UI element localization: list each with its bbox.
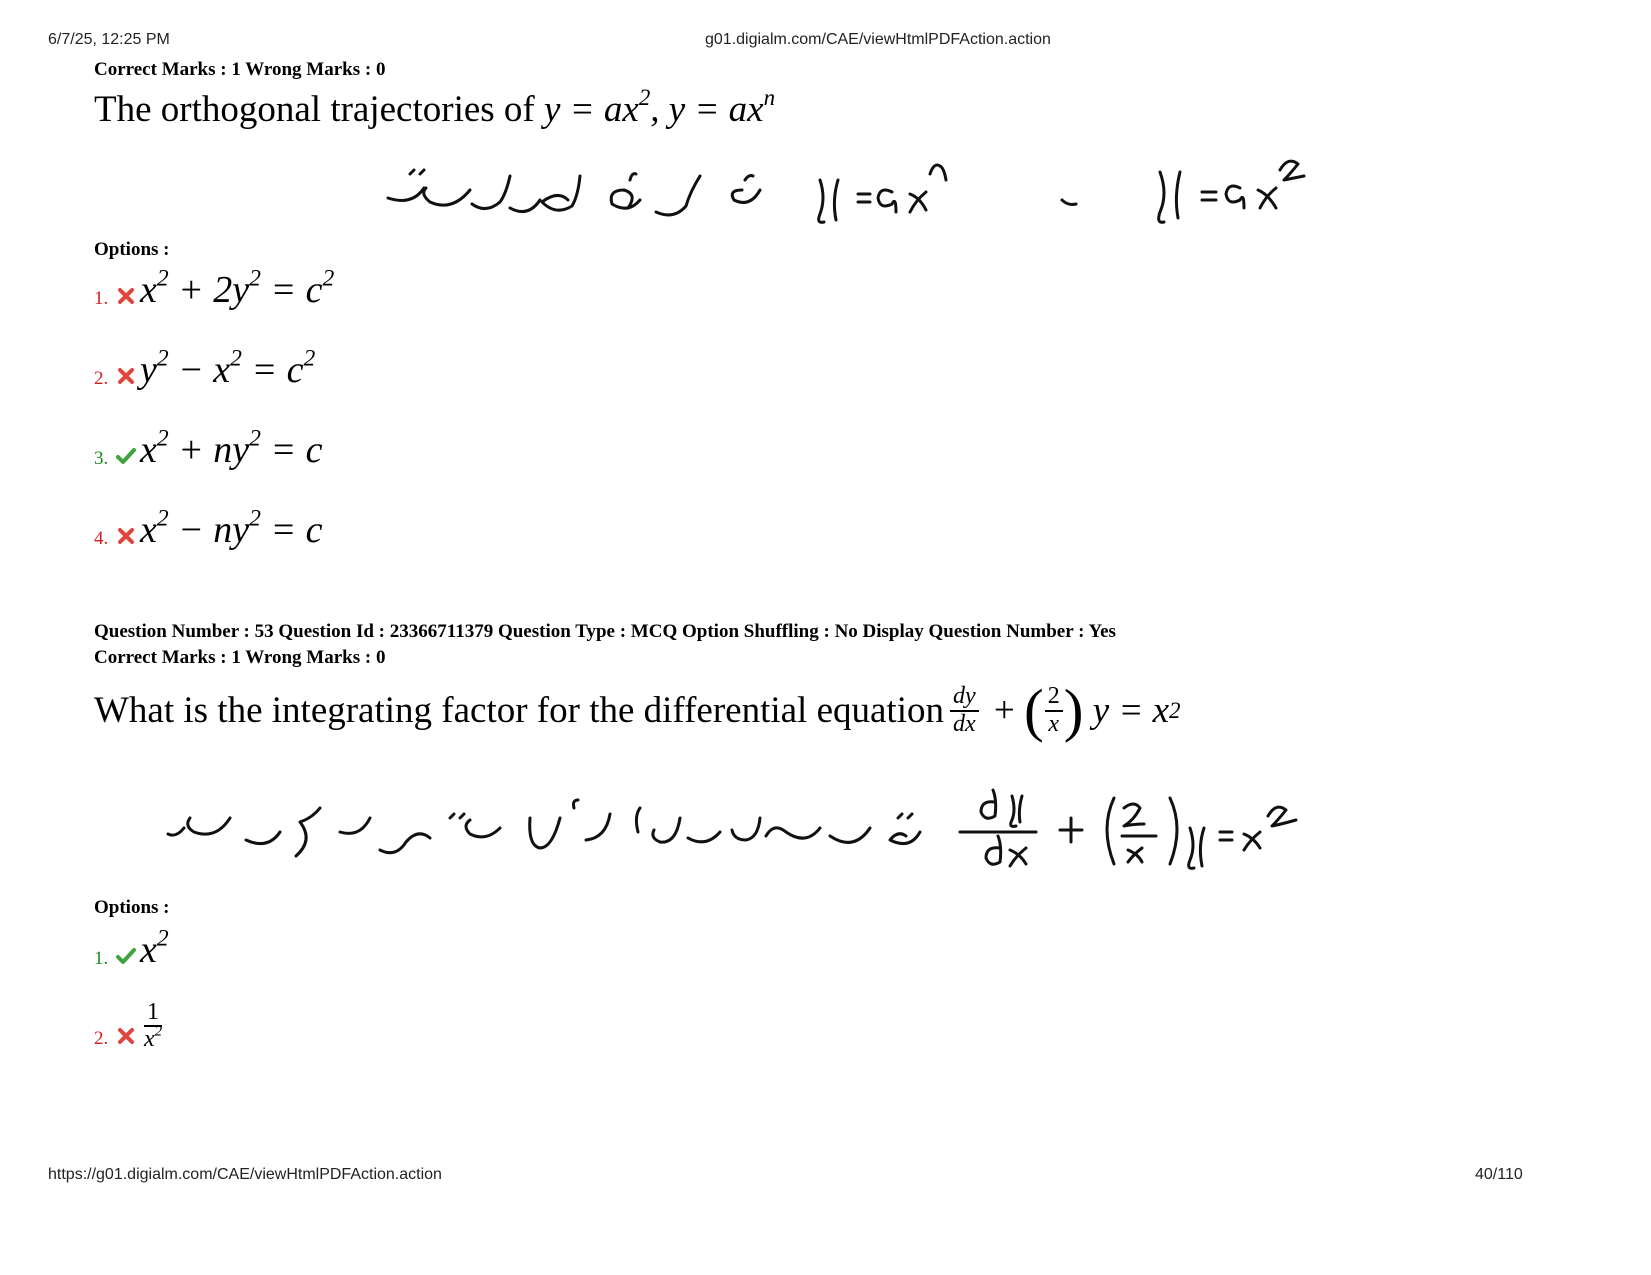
- q52-option-3-a: x: [140, 429, 157, 471]
- q52-option-3-b: + ny: [168, 429, 250, 471]
- q52-eq1-exp: 2: [638, 84, 651, 110]
- q53-option-1-base: x: [140, 929, 157, 971]
- check-icon: [114, 944, 138, 968]
- q53-prefix: What is the integrating factor for the differential equation: [94, 690, 944, 731]
- q52-eq2: y = ax: [668, 89, 764, 130]
- q52-option-1-c: = c: [260, 269, 323, 311]
- q53-dy: dy: [950, 684, 979, 711]
- q52-eq1: y = ax: [544, 89, 639, 130]
- q53-two-over-x: [1045, 684, 1063, 736]
- cross-icon: [114, 524, 138, 548]
- q52-option-2-a: y: [140, 349, 157, 391]
- q52-option-4-number: 4.: [94, 528, 109, 549]
- q53-info: Question Number : 53 Question Id : 23366711379 Question Type : MCQ Option Shuffling : No Display Question Number : Yes: [94, 621, 1116, 642]
- q53-left-paren: (: [1024, 677, 1044, 743]
- q52-option-3-expression: [140, 425, 323, 472]
- footer-url: https://g01.digialm.com/CAE/viewHtmlPDFAction.action: [48, 1166, 442, 1183]
- cross-icon: [114, 364, 138, 388]
- cross-icon: [114, 1024, 138, 1048]
- print-url: g01.digialm.com/CAE/viewHtmlPDFAction.action: [705, 31, 1051, 48]
- q53-plus: +: [984, 690, 1025, 731]
- q53-dx: dx: [953, 710, 976, 737]
- q52-option-3-number: 3.: [94, 448, 109, 469]
- q52-option-4[interactable]: [94, 505, 323, 552]
- q52-option-3-a-exp: 2: [156, 425, 169, 452]
- q53-option-1-number: 1.: [94, 948, 109, 969]
- q52-options-label: Options :: [94, 239, 170, 260]
- q52-option-4-c: = c: [260, 509, 323, 551]
- q52-option-1[interactable]: [94, 265, 335, 312]
- q52-option-2[interactable]: [94, 345, 316, 392]
- q53-right-paren: ): [1063, 677, 1084, 743]
- q53-two: 2: [1045, 684, 1063, 711]
- q52-option-3[interactable]: [94, 425, 323, 472]
- q53-option-1-exp: 2: [156, 925, 169, 952]
- q52-option-1-c-exp: 2: [322, 265, 335, 292]
- q53-marks: Correct Marks : 1 Wrong Marks : 0: [94, 647, 386, 668]
- q52-option-1-expression: [140, 265, 335, 312]
- q52-option-1-number: 1.: [94, 288, 109, 309]
- q53-question-text: What is the integrating factor for the differential equation $\frac{dy}{dx}$ + ( $\frac{2}{x}$ ) y = x 2: [94, 677, 1181, 743]
- q52-option-2-c-exp: 2: [303, 345, 316, 372]
- q53-rhs: y = x: [1083, 690, 1170, 731]
- q52-prefix: The orthogonal trajectories of: [94, 89, 544, 130]
- q52-option-1-b: + 2y: [168, 269, 250, 311]
- q53-option-2-number: 2.: [94, 1028, 109, 1050]
- q53-option-1[interactable]: [94, 925, 169, 972]
- q52-option-2-a-exp: 2: [156, 345, 169, 372]
- q52-option-2-c: = c: [241, 349, 304, 391]
- q53-x: x: [1048, 710, 1060, 737]
- q53-handwritten-translation-image: [160, 778, 1350, 888]
- q52-option-2-number: 2.: [94, 368, 109, 389]
- q52-handwritten-translation-image: [380, 140, 1340, 240]
- q52-option-3-c: = c: [260, 429, 323, 471]
- q53-option-2-fraction: [144, 1000, 162, 1052]
- q52-option-3-b-exp: 2: [249, 425, 261, 452]
- q52-option-2-b: − x: [168, 349, 231, 391]
- q52-eq2-exp: n: [763, 84, 776, 110]
- q53-option-1-expression: [140, 925, 169, 972]
- q52-option-1-a: x: [140, 269, 157, 311]
- q52-option-4-b-exp: 2: [249, 505, 261, 532]
- q52-option-1-a-exp: 2: [156, 265, 169, 292]
- q53-option-2-numerator: 1: [144, 1000, 162, 1027]
- q53-option-2-denominator: x: [144, 1026, 155, 1053]
- q52-option-4-b: − ny: [168, 509, 250, 551]
- q52-option-4-a-exp: 2: [156, 505, 169, 532]
- q52-option-1-b-exp: 2: [249, 265, 261, 292]
- q52-option-2-b-exp: 2: [230, 345, 242, 372]
- q52-question-text: [94, 84, 776, 131]
- print-datetime: 6/7/25, 12:25 PM: [48, 31, 170, 48]
- q52-sep: ,: [650, 89, 669, 130]
- q52-option-4-expression: [140, 505, 323, 552]
- q53-option-2[interactable]: [94, 1000, 168, 1052]
- q53-option-2-denominator-exp: 2: [154, 1023, 163, 1040]
- page-number: 40/110: [1475, 1166, 1523, 1183]
- q53-options-label: Options :: [94, 897, 170, 918]
- q52-marks: Correct Marks : 1 Wrong Marks : 0: [94, 59, 386, 80]
- q52-option-4-a: x: [140, 509, 157, 551]
- check-icon: [114, 444, 138, 468]
- cross-icon: [114, 284, 138, 308]
- q52-option-2-expression: [140, 345, 316, 392]
- q53-dy-dx-fraction: [950, 684, 979, 736]
